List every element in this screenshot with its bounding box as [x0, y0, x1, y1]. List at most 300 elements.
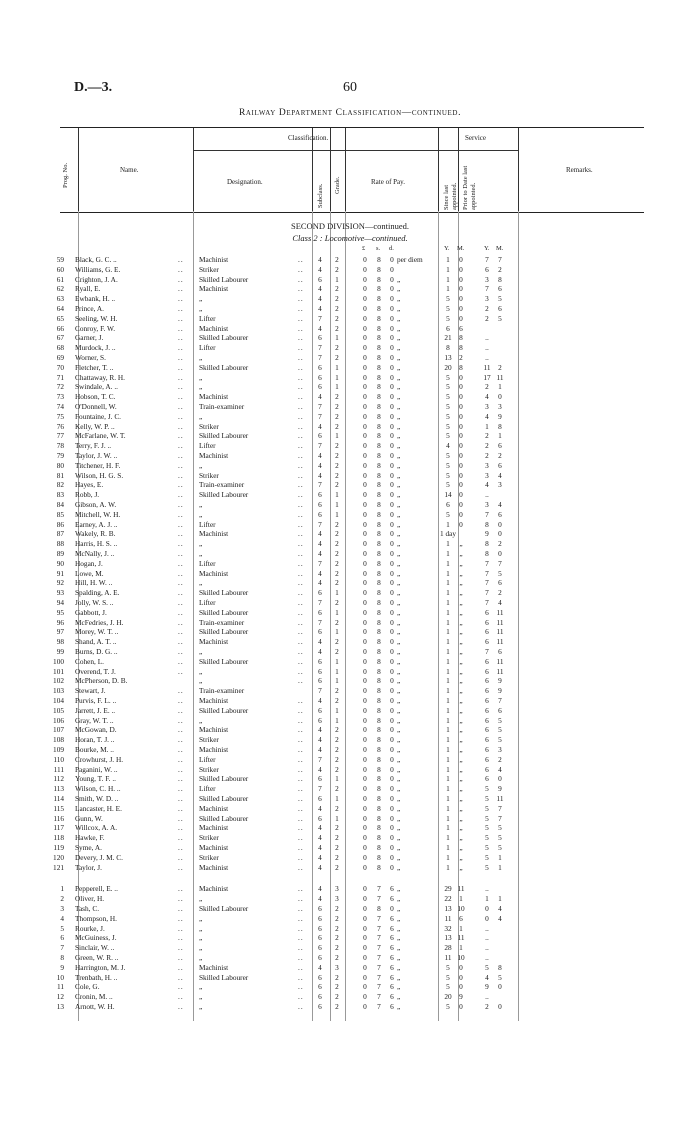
pay-pence: 0	[390, 490, 394, 500]
pay-unit: „	[397, 764, 401, 774]
designation: „	[199, 647, 203, 656]
leader-dots: ..	[298, 884, 304, 894]
grade: 2	[335, 1002, 339, 1011]
prog-no: 11	[56, 982, 64, 992]
prog-no: 86	[56, 519, 64, 529]
pay-unit: „	[397, 519, 401, 529]
pay-unit: „	[397, 933, 401, 943]
prior-years: 6	[485, 754, 489, 764]
since-months: 0	[459, 490, 463, 500]
table-row	[0, 451, 700, 461]
employee-name: Hill, H. W. ..	[75, 578, 113, 588]
table-row	[0, 412, 700, 422]
employee-name: Overend, T. J.	[75, 666, 116, 676]
since-months: 11	[457, 933, 465, 943]
pay-pence: 6	[390, 982, 394, 992]
pay-shillings: 7	[377, 962, 381, 972]
subclass: 4	[318, 843, 322, 852]
subclass: 6	[318, 982, 322, 992]
since-months: „	[459, 696, 463, 705]
pay-pence: 0	[390, 715, 394, 725]
leader-dots: ..	[298, 392, 304, 402]
page-title: Railway Department Classification—continued.	[238, 108, 462, 118]
table-row	[0, 933, 700, 943]
table-row	[0, 402, 700, 412]
since-months: 0	[459, 294, 463, 304]
employee-name: Burns, D. G. ..	[75, 647, 118, 656]
leader-dots: ..	[178, 578, 184, 588]
since-months: 9	[459, 992, 463, 1002]
table-row	[0, 333, 700, 343]
pay-pounds: 0	[363, 813, 367, 823]
since-years: 1	[446, 627, 450, 637]
employee-name: Crighton, J. A.	[75, 274, 118, 284]
pay-shillings: 8	[377, 529, 381, 539]
pay-shillings: 8	[377, 784, 381, 794]
employee-name: McNally, J. ..	[75, 549, 115, 558]
pay-pounds: 0	[363, 843, 367, 852]
pay-pence: 0	[390, 676, 394, 686]
table-row	[0, 814, 700, 824]
since-years: 5	[446, 480, 450, 490]
pay-unit: „	[397, 549, 401, 558]
designation: Machinist	[199, 529, 229, 539]
prog-no: 10	[56, 972, 64, 982]
pay-shillings: 7	[377, 982, 381, 992]
since-years: 1	[446, 607, 450, 617]
prior-months: 11	[496, 627, 504, 637]
leader-dots: ..	[178, 607, 184, 617]
subclass: 6	[318, 992, 322, 1002]
subclass: 4	[318, 764, 322, 774]
since-years: 5	[446, 1002, 450, 1011]
pay-unit: „	[397, 913, 401, 923]
employee-name: Gunn, W.	[75, 813, 103, 823]
subclass: 6	[318, 813, 322, 823]
pay-pounds: 0	[363, 933, 367, 943]
subclass: 6	[318, 666, 322, 676]
table-header	[60, 127, 644, 213]
table-row	[0, 804, 700, 814]
designation: Machinist	[199, 637, 229, 647]
leader-dots: ..	[298, 745, 304, 754]
leader-dots: ..	[298, 972, 304, 982]
grade: 2	[335, 862, 339, 872]
pay-unit: „	[397, 392, 401, 402]
leader-dots: ..	[298, 913, 304, 923]
prior-years: 17	[483, 372, 491, 382]
leader-dots: ..	[178, 637, 184, 647]
employee-name: Smith, W. D. ..	[75, 794, 119, 803]
table-row	[0, 471, 700, 481]
grade: 2	[335, 578, 339, 588]
designation: „	[199, 943, 203, 953]
leader-dots: ..	[298, 255, 304, 264]
pay-pence: 0	[390, 578, 394, 588]
since-months: 0	[459, 480, 463, 490]
table-row	[0, 265, 700, 275]
table-row	[0, 422, 700, 432]
leader-dots: ..	[178, 894, 184, 904]
pay-shillings: 8	[377, 362, 381, 372]
designation: „	[199, 953, 203, 962]
pay-pence: 0	[390, 549, 394, 558]
pay-shillings: 8	[377, 794, 381, 803]
leader-dots: ..	[178, 923, 184, 933]
since-years: 1	[446, 725, 450, 735]
table-row	[0, 461, 700, 471]
prior-years: 2	[485, 313, 489, 323]
pay-pounds: 0	[363, 353, 367, 362]
leader-dots: ..	[298, 715, 304, 725]
leader-dots: ..	[298, 647, 304, 656]
pay-shillings: 8	[377, 725, 381, 735]
prior-months: 2	[498, 539, 502, 549]
table-row	[0, 667, 700, 677]
pounds-unit: £	[362, 245, 366, 252]
pay-unit: „	[397, 451, 401, 460]
pay-pounds: 0	[363, 953, 367, 962]
since-months: „	[459, 843, 463, 852]
prog-no: 82	[56, 480, 64, 490]
leader-dots: ..	[298, 274, 304, 284]
since-months: 2	[459, 353, 463, 362]
since-years: 1	[446, 715, 450, 725]
since-months: 8	[459, 362, 463, 372]
prior-years: 6	[485, 774, 489, 784]
subclass: 6	[318, 333, 322, 343]
leader-dots: ..	[178, 784, 184, 794]
leader-dots: ..	[298, 696, 304, 705]
table-row	[0, 686, 700, 696]
subclass: 4	[318, 421, 322, 431]
leader-dots: ..	[298, 823, 304, 833]
prior-months: 5	[498, 833, 502, 843]
header-rule	[193, 150, 438, 151]
prior-years: 6	[485, 656, 489, 666]
leader-dots: ..	[178, 686, 184, 696]
pay-unit: „	[397, 598, 401, 607]
prog-no: 77	[56, 431, 64, 441]
designation: Skilled Labourer	[199, 904, 249, 913]
table-row	[0, 833, 700, 843]
leader-dots: ..	[178, 774, 184, 784]
prior-months: 5	[498, 725, 502, 735]
prior-years: 3	[485, 294, 489, 304]
since-months: 0	[459, 519, 463, 529]
prior-years: 4	[485, 972, 489, 982]
pay-shillings: 8	[377, 509, 381, 519]
subclass: 4	[318, 568, 322, 578]
employee-name: Rourke, J.	[75, 923, 105, 933]
subclass: 4	[318, 255, 322, 264]
years-unit: Y.	[444, 245, 450, 252]
employee-name: Robb, J.	[75, 490, 100, 500]
prog-no: 105	[53, 705, 64, 715]
since-years: 11	[444, 913, 452, 923]
since-years: 1	[446, 745, 450, 754]
leader-dots: ..	[178, 627, 184, 637]
designation: Machinist	[199, 451, 229, 460]
employee-name: Swindale, A. ..	[75, 382, 118, 392]
employee-name: Shand, A. T. ..	[75, 637, 117, 647]
leader-dots: ..	[298, 588, 304, 598]
since-months: 0	[459, 284, 463, 294]
pay-unit: „	[397, 715, 401, 725]
since-months: 0	[459, 402, 463, 411]
grade: 2	[335, 451, 339, 460]
employee-name: Mitchell, W. H.	[75, 509, 121, 519]
designation: „	[199, 666, 203, 676]
employee-name: Syme, A.	[75, 843, 102, 852]
leader-dots: ..	[298, 500, 304, 509]
subclass: 4	[318, 884, 322, 894]
prior-months: 6	[498, 304, 502, 313]
header-divider	[78, 128, 79, 212]
pay-pence: 0	[390, 294, 394, 304]
grade: 1	[335, 607, 339, 617]
pay-pounds: 0	[363, 500, 367, 509]
leader-dots: ..	[298, 578, 304, 588]
pay-pence: 0	[390, 343, 394, 353]
leader-dots: ..	[298, 943, 304, 953]
leader-dots: ..	[298, 627, 304, 637]
since-years: 5	[446, 451, 450, 460]
designation: „	[199, 372, 203, 382]
header-rule	[438, 150, 518, 151]
grade: 1	[335, 705, 339, 715]
designation: Machinist	[199, 745, 229, 754]
pay-unit: „	[397, 274, 401, 284]
designation: „	[199, 913, 203, 923]
since-months: 0	[459, 441, 463, 451]
table-row	[0, 373, 700, 383]
pay-unit: „	[397, 813, 401, 823]
subclass: 4	[318, 962, 322, 972]
designation: Lifter	[199, 343, 216, 353]
prior-years: 9	[485, 982, 489, 992]
pay-unit: per diem	[397, 255, 423, 264]
pay-shillings: 8	[377, 823, 381, 833]
prog-no: 116	[53, 813, 64, 823]
leader-dots: ..	[178, 862, 184, 872]
prog-no: 60	[56, 264, 64, 274]
since-months: „	[459, 823, 463, 833]
leader-dots: ..	[178, 255, 184, 264]
employee-name: Stewart, J.	[75, 686, 106, 696]
since-months: „	[459, 666, 463, 676]
subclass: 6	[318, 372, 322, 382]
designation: Skilled Labourer	[199, 274, 249, 284]
since-months: „	[459, 539, 463, 549]
since-years: 5	[446, 372, 450, 382]
since-years: 1	[446, 794, 450, 803]
employee-name: Worner, S.	[75, 353, 106, 362]
since-years: 13	[444, 933, 452, 943]
employee-name: Purvis, F. L. ..	[75, 696, 117, 705]
prior-months: 2	[498, 362, 502, 372]
prior-months: 7	[498, 803, 502, 813]
designation: Striker	[199, 421, 219, 431]
leader-dots: ..	[178, 745, 184, 754]
pay-pounds: 0	[363, 862, 367, 872]
prog-no: 120	[53, 852, 64, 862]
shillings-unit: s.	[376, 245, 381, 252]
pay-pence: 0	[390, 509, 394, 519]
since-months: „	[459, 764, 463, 774]
employee-name: Arnott, W. H.	[75, 1002, 115, 1011]
since-months: 0	[459, 962, 463, 972]
leader-dots: ..	[298, 617, 304, 627]
since-months: „	[459, 803, 463, 813]
since-months: 8	[459, 333, 463, 343]
designation-header: Designation.	[227, 178, 263, 186]
table-row	[0, 973, 700, 983]
pay-unit: „	[397, 833, 401, 843]
designation: Machinist	[199, 862, 229, 872]
pay-shillings: 8	[377, 274, 381, 284]
table-row	[0, 529, 700, 539]
grade: 1	[335, 509, 339, 519]
pay-pence: 0	[390, 784, 394, 794]
grade: 1	[335, 813, 339, 823]
leader-dots: ..	[298, 933, 304, 943]
prior-years: 5	[485, 962, 489, 972]
prog-no: 104	[53, 696, 64, 705]
subclass: 6	[318, 705, 322, 715]
pay-pounds: 0	[363, 480, 367, 490]
employee-name: Hogan, J.	[75, 558, 103, 568]
remarks-header: Remarks.	[566, 166, 593, 174]
pay-unit: „	[397, 696, 401, 705]
prior-months: 9	[498, 676, 502, 686]
prog-no: 72	[56, 382, 64, 392]
pay-shillings: 7	[377, 972, 381, 982]
subclass: 4	[318, 264, 322, 274]
prog-no: 71	[56, 372, 64, 382]
pay-pence: 0	[390, 470, 394, 480]
months-unit: M.	[496, 245, 504, 252]
prior-years: 7	[485, 568, 489, 578]
leader-dots: ..	[298, 666, 304, 676]
pay-pence: 0	[390, 392, 394, 402]
prior-years: 3	[485, 402, 489, 411]
prior-years: 7	[485, 284, 489, 294]
employee-name: McGuiness, J.	[75, 933, 117, 943]
subclass-header: Subclass.	[317, 183, 324, 208]
employee-name: Gray, W. T. ..	[75, 715, 114, 725]
since-months: „	[459, 735, 463, 745]
pay-unit: „	[397, 470, 401, 480]
pay-pence: 6	[390, 992, 394, 1002]
table-row	[0, 706, 700, 716]
pay-pounds: 0	[363, 323, 367, 333]
leader-dots: ..	[298, 490, 304, 500]
pay-pence: 0	[390, 852, 394, 862]
leader-dots: ..	[298, 372, 304, 382]
prog-no: 59	[56, 255, 64, 264]
employee-name: Ryall, E.	[75, 284, 101, 294]
prior-years: 3	[485, 274, 489, 284]
grade: 1	[335, 588, 339, 598]
prog-no: 3	[60, 904, 64, 913]
pay-unit: „	[397, 745, 401, 754]
since-months: 0	[459, 382, 463, 392]
prior-months: 6	[498, 284, 502, 294]
pay-shillings: 7	[377, 943, 381, 953]
employee-name: Devery, J. M. C.	[75, 852, 123, 862]
pay-pounds: 0	[363, 705, 367, 715]
leader-dots: ..	[178, 284, 184, 294]
pay-shillings: 8	[377, 519, 381, 529]
employee-name: Ewbank, H. ..	[75, 294, 116, 304]
designation: Lifter	[199, 598, 216, 607]
leader-dots: ..	[178, 304, 184, 313]
prior-months: 2	[498, 754, 502, 764]
prog-no: 7	[60, 943, 64, 953]
prog-no: 69	[56, 353, 64, 362]
grade: 2	[335, 470, 339, 480]
prog-no: 91	[56, 568, 64, 578]
leader-dots: ..	[298, 598, 304, 607]
pay-pounds: 0	[363, 470, 367, 480]
since-months: 0	[459, 1002, 463, 1011]
pay-shillings: 8	[377, 627, 381, 637]
pay-pence: 0	[390, 362, 394, 372]
designation: „	[199, 509, 203, 519]
prior-months: 1	[498, 431, 502, 441]
table-row	[0, 294, 700, 304]
pay-unit: „	[397, 480, 401, 490]
leader-dots: ..	[298, 480, 304, 490]
prior-months: 3	[498, 745, 502, 754]
subclass: 4	[318, 470, 322, 480]
leader-dots: ..	[178, 666, 184, 676]
leader-dots: ..	[298, 735, 304, 745]
grade: 2	[335, 255, 339, 264]
since-months: „	[459, 833, 463, 843]
table-row	[0, 784, 700, 794]
employee-name: Green, W. R. ..	[75, 953, 119, 962]
leader-dots: ..	[178, 372, 184, 382]
since-months: „	[459, 686, 463, 696]
pay-shillings: 8	[377, 607, 381, 617]
pay-shillings: 7	[377, 933, 381, 943]
grade: 2	[335, 392, 339, 402]
leader-dots: ..	[298, 637, 304, 647]
pay-shillings: 8	[377, 500, 381, 509]
employee-name: Oliver, H.	[75, 894, 105, 904]
prior-years: 5	[485, 794, 489, 803]
leader-dots: ..	[178, 913, 184, 923]
pay-pence: 0	[390, 774, 394, 784]
since-months: 6	[459, 323, 463, 333]
pay-pence: 0	[390, 255, 394, 264]
leader-dots: ..	[178, 402, 184, 411]
leader-dots: ..	[298, 833, 304, 843]
pay-shillings: 8	[377, 402, 381, 411]
pay-pounds: 0	[363, 923, 367, 933]
pay-shillings: 8	[377, 304, 381, 313]
prior-years: 0	[485, 913, 489, 923]
prior-months: 11	[496, 372, 504, 382]
designation: Train-examiner	[199, 402, 245, 411]
prior-months: 5	[498, 715, 502, 725]
pay-shillings: 7	[377, 992, 381, 1002]
table-row	[0, 735, 700, 745]
pay-pounds: 0	[363, 549, 367, 558]
prior-years: 2	[485, 382, 489, 392]
